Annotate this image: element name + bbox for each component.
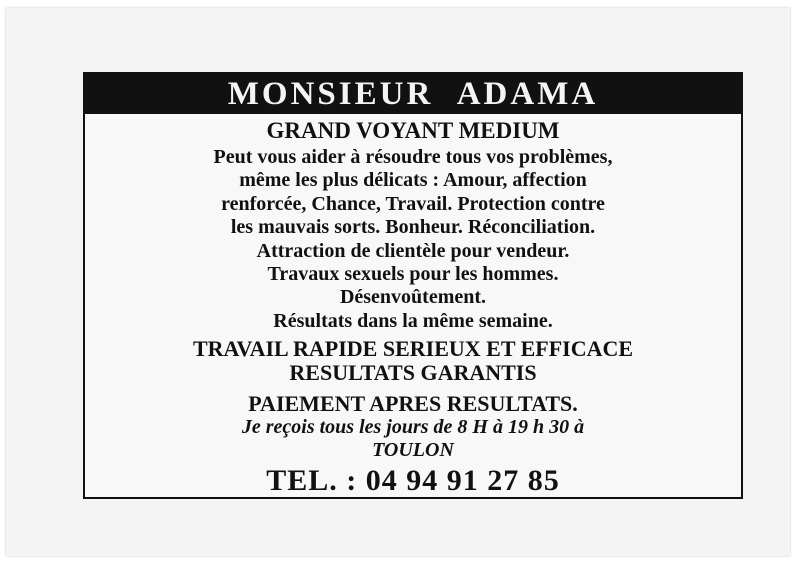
phone-number: TEL. : 04 94 91 27 85 xyxy=(266,464,560,498)
guarantee-line: RESULTATS GARANTIS xyxy=(289,360,537,386)
description-line: même les plus délicats : Amour, affection xyxy=(239,169,587,192)
paper-sheet xyxy=(6,8,790,556)
description-line: Désenvoûtement. xyxy=(339,286,487,309)
payment-line: PAIEMENT APRES RESULTATS. xyxy=(248,391,578,417)
hours-line: Je reçois tous les jours de 8 H à 19 h 30 à xyxy=(241,416,585,439)
description-line: Travaux sexuels pour les hommes. xyxy=(267,263,559,286)
description-line: Résultats dans la même semaine. xyxy=(273,309,553,332)
description-block xyxy=(85,146,741,333)
name-banner: MONSIEUR ADAMA xyxy=(85,74,741,114)
description-line: renforcée, Chance, Travail. Protection contre xyxy=(221,192,605,215)
business-card xyxy=(83,72,743,499)
subtitle: GRAND VOYANT MEDIUM xyxy=(266,118,560,143)
description-line: les mauvais sorts. Bonheur. Réconciliation. xyxy=(230,216,596,239)
description-line: Peut vous aider à résoudre tous vos problèmes, xyxy=(213,146,613,168)
city-line: TOULON xyxy=(372,439,454,462)
description-line: Attraction de clientèle pour vendeur. xyxy=(256,239,570,262)
guarantee-line: TRAVAIL RAPIDE SERIEUX ET EFFICACE xyxy=(192,336,634,362)
